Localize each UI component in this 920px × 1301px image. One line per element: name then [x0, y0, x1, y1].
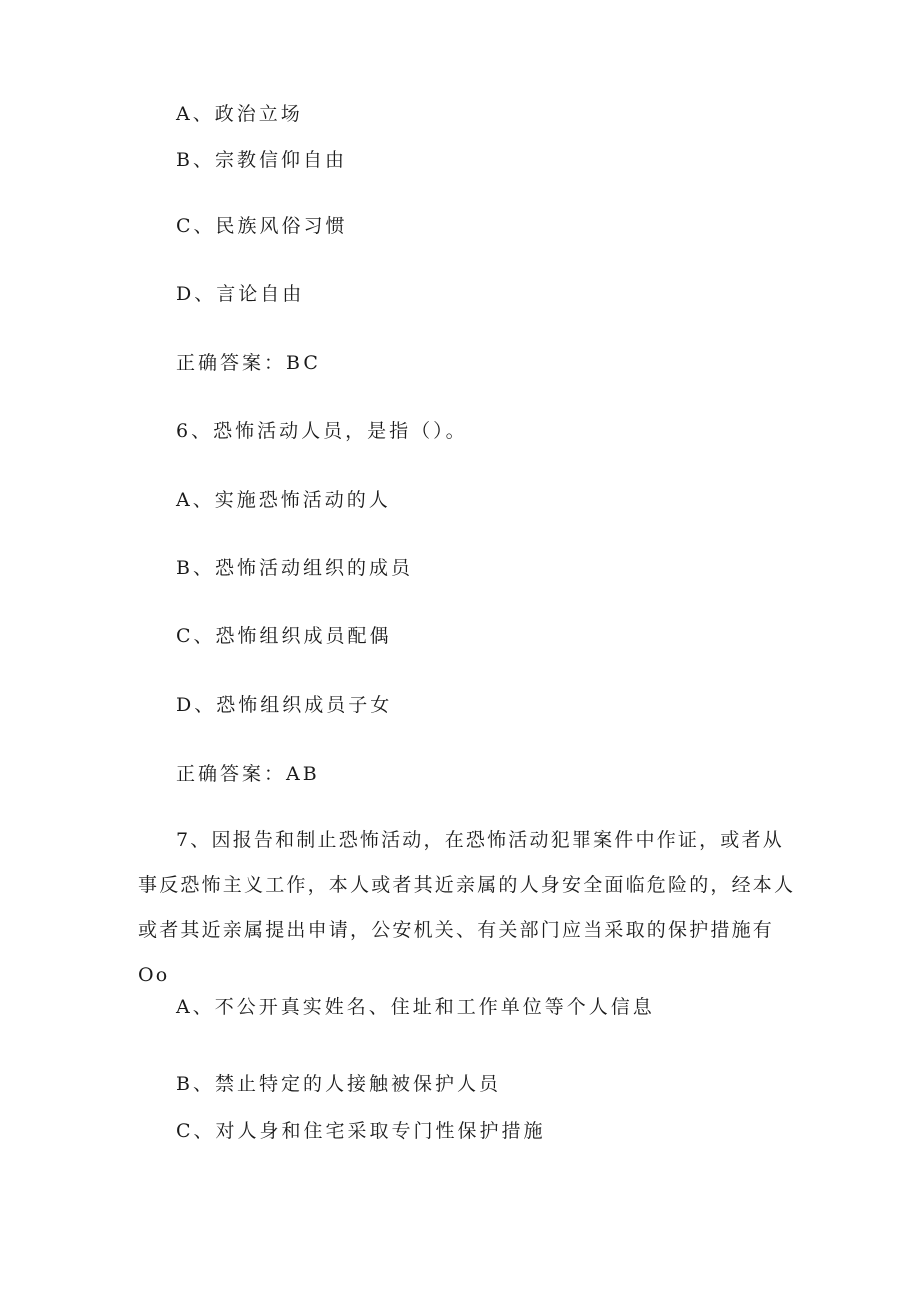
q7-option-a: A、不公开真实姓名、住址和工作单位等个人信息 [176, 996, 655, 1018]
q6-question: 6、恐怖活动人员，是指（）。 [176, 420, 468, 442]
q5-option-b: B、宗教信仰自由 [176, 149, 347, 171]
q5-option-d: D、言论自由 [176, 283, 305, 305]
q7-option-c: C、对人身和住宅采取专门性保护措施 [176, 1120, 546, 1142]
q7-question: 7、因报告和制止恐怖活动，在恐怖活动犯罪案件中作证，或者从事反恐怖主义工作，本人或者其近亲属的人身安全面临危险的，经本人或者其近亲属提出申请，公安机关、有关部门应当采取的保护措施有Oo [138, 829, 796, 986]
q6-option-a: A、实施恐怖活动的人 [176, 489, 391, 511]
q7-option-b: B、禁止特定的人接触被保护人员 [176, 1073, 501, 1095]
q6-answer: 正确答案：AB [176, 763, 320, 785]
q5-answer: 正确答案：BC [176, 352, 321, 374]
q5-option-c: C、民族风俗习惯 [176, 215, 348, 237]
q5-option-a: A、政治立场 [176, 103, 303, 125]
q6-option-b: B、恐怖活动组织的成员 [176, 557, 413, 579]
q6-option-d: D、恐怖组织成员子女 [176, 694, 393, 716]
q6-option-c: C、恐怖组织成员配偶 [176, 625, 392, 647]
